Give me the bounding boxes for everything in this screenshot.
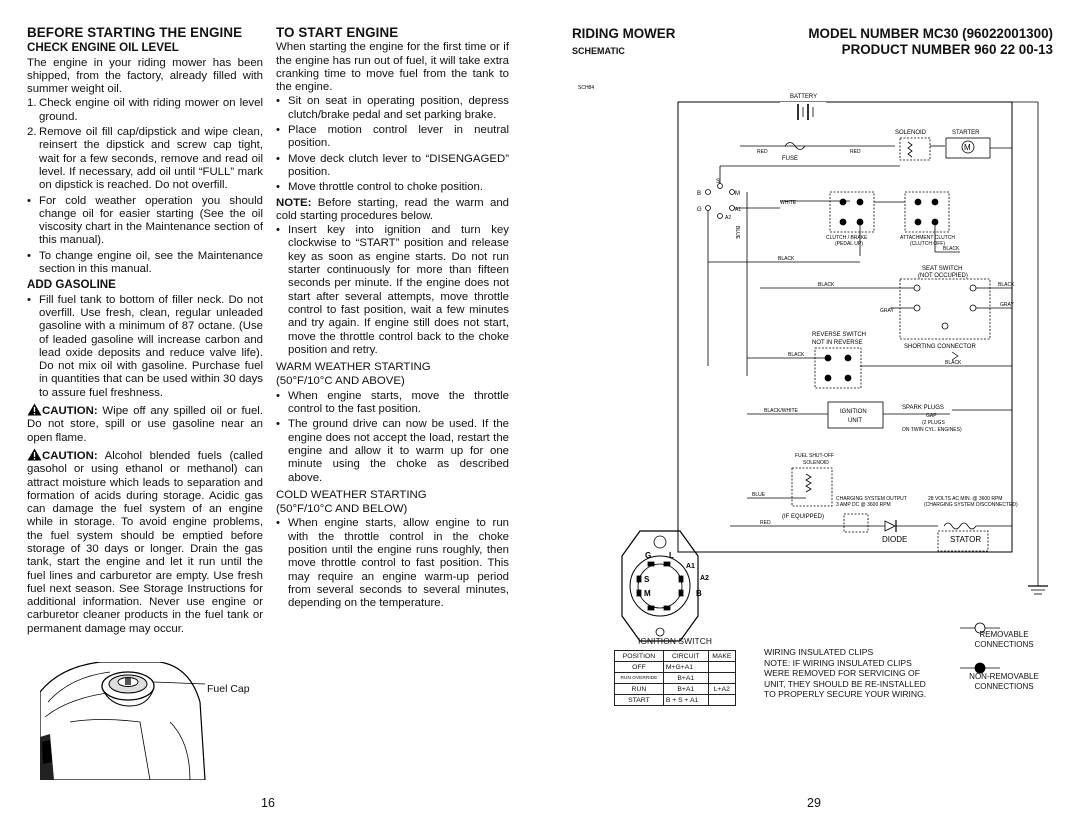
wiring-note xyxy=(764,647,939,700)
diode-label: DIODE xyxy=(882,535,908,544)
wire-white-label: WHITE xyxy=(780,200,797,206)
warning-icon xyxy=(27,448,42,461)
wire-black-label: BLACK xyxy=(943,246,960,252)
to-start-engine-heading: TO START ENGINE xyxy=(276,25,399,40)
clutch-brake-label: CLUTCH / BRAKE xyxy=(826,235,868,241)
table-row: OFF M+G+A1 xyxy=(615,662,736,673)
left-column xyxy=(27,26,263,638)
wire-gray-label: GRAY xyxy=(880,308,894,314)
page-number-right: 29 xyxy=(807,796,821,810)
not-occupied-label: (NOT OCCUPIED) xyxy=(918,273,968,279)
ignition-switch-table xyxy=(614,636,736,706)
wiring-schematic xyxy=(560,76,1060,716)
list-item: • For cold weather operation you should change oil for easier starting (See the oil viscosity chart in the Maintenance section of this manual). xyxy=(27,194,263,247)
key-g-label: G xyxy=(697,207,702,213)
switch-b-label: B xyxy=(696,589,702,598)
caution-spill: CAUTION: Wipe off any spilled oil or fuel. Do not store, spill or use gasoline near an open flame. xyxy=(27,405,263,444)
list-item: • When engine starts, move the throttle control to the fast position. xyxy=(276,389,509,416)
gas-list xyxy=(27,294,263,400)
two-plugs-label: (2 PLUGS xyxy=(922,420,945,426)
before-starting-heading: BEFORE STARTING THE ENGINE xyxy=(27,25,243,40)
pedal-up-label: (PEDAL UP) xyxy=(835,241,863,247)
ignition-unit-label: IGNITION xyxy=(840,409,867,415)
list-item: • Move deck clutch lever to “DISENGAGED” position. xyxy=(276,152,509,178)
attachment-clutch-label: ATTACHMENT CLUTCH xyxy=(900,235,955,241)
wire-red-label: RED xyxy=(757,149,768,155)
page-number-left: 16 xyxy=(261,796,275,810)
list-item: • Fill fuel tank to bottom of filler neck. Do not overfill. Use fresh, clean, regular unleaded gasoline with a minimum of 87 octane. (Use of leaded gasoline will increase carbon and lead oxide deposits and reduce valve life). Do not mix oil with gasoline. Purchase fuel in quantities that can be used within 30 days to assure fuel freshness. xyxy=(27,293,263,399)
caution-alcohol: CAUTION: Alcohol blended fuels (called gasohol or using ethanol or methanol) can attract moisture which leads to separation and formation of acids during storage. Acidic gas can damage the fuel system of an engine while in storage. To avoid engine problems, the fuel system should be emptied before storage of 30 days or longer. Drain the gas tank, start the engine and let it run until the fuel lines and carburetor are empty. Use fresh fuel next season. See Storage Instructions for additional information. Never use engine or carburetor cleaner products in the fuel tank or permanent damage may occur. xyxy=(27,449,263,635)
switch-a1-label: A1 xyxy=(686,563,695,570)
wire-black-white-label: BLACK/WHITE xyxy=(764,408,798,414)
key-a1-label: A1 xyxy=(735,207,742,213)
switch-l-label: L xyxy=(669,551,674,560)
key-s-label: S xyxy=(716,179,721,185)
twin-cyl-label: ON TWIN CYL. ENGINES) xyxy=(902,427,962,433)
wire-gray-label: GRAY xyxy=(1000,302,1014,308)
wire-black-label: BLACK xyxy=(788,352,805,358)
switch-m-label: M xyxy=(644,589,651,598)
start-steps-list xyxy=(276,95,509,194)
reverse-switch xyxy=(815,348,861,388)
wire-blue-label: BLUE xyxy=(752,492,766,498)
wire-blue-label: BLUE xyxy=(734,226,740,240)
list-item: • To change engine oil, see the Maintenance section in this manual. xyxy=(27,249,263,276)
list-item: • Sit on seat in operating position, depress clutch/brake pedal and set parking brake. xyxy=(276,95,509,121)
key-m-label: M xyxy=(735,191,740,197)
start-intro: When starting the engine for the first time or if the engine has run out of fuel, it will take extra cranking time to move fuel from the tank to the engine. xyxy=(276,41,509,94)
model-header xyxy=(808,26,1053,58)
cold-weather-heading: COLD WEATHER STARTING xyxy=(276,488,427,501)
reverse-switch-label: REVERSE SWITCH xyxy=(812,332,867,338)
ignition-unit xyxy=(828,402,883,428)
switch-g-label: G xyxy=(645,551,652,560)
check-oil-heading: CHECK ENGINE OIL LEVEL xyxy=(27,41,179,55)
warm-steps-list xyxy=(276,390,509,485)
table-row: POSITION CIRCUIT MAKE xyxy=(615,651,736,662)
add-gasoline-heading: ADD GASOLINE xyxy=(27,278,116,292)
fuse-label: FUSE xyxy=(782,156,799,162)
spark-plugs-label: SPARK PLUGS xyxy=(902,405,944,411)
gap-label: GAP xyxy=(926,413,937,419)
table-row: RUN OVERRIDE B+A1 xyxy=(615,673,736,684)
volts-ac-label: 28 VOLTS AC MIN. @ 3600 RPM xyxy=(928,496,1003,502)
list-item: • The ground drive can now be used. If the engine does not accept the load, restart the engine and allow it to warm up for one minute using the choke as described above. xyxy=(276,418,509,484)
list-item: • Insert key into ignition and turn key clockwise to “START” position and release key as soon as engine starts. Do not run starter continuously for more than fifteen seconds per minute. If the engine does not start after several attempts, move throttle control to fast position, wait a few minutes and try again. If engine still does not start, move the throttle control back to the choke position and retry. xyxy=(276,224,509,356)
list-item: • Move throttle control to choke position. xyxy=(276,181,484,194)
schematic-subtitle: SCHEMATIC xyxy=(572,46,625,56)
warning-icon xyxy=(27,403,42,416)
cold-weather-temp: (50°F/10°C AND BELOW) xyxy=(276,503,408,516)
wire-black-label: BLACK xyxy=(778,256,795,262)
fuel-shutoff-solenoid xyxy=(792,468,832,506)
list-item: • Place motion control lever in neutral position. xyxy=(276,124,509,150)
ignition-unit-label-2: UNIT xyxy=(848,418,862,424)
amp-dc-label: 3 AMP DC @ 3600 RPM xyxy=(836,502,891,508)
fuel-cap-label: Fuel Cap xyxy=(207,683,250,695)
if-equipped-label: (IF EQUIPPED) xyxy=(782,514,825,520)
shorting-connector-label: SHORTING CONNECTOR xyxy=(904,344,976,350)
cold-steps-list xyxy=(276,517,509,610)
fuel-solenoid-label: SOLENOID xyxy=(803,460,829,466)
stator-label: STATOR xyxy=(950,535,982,544)
wire-black-label: BLACK xyxy=(818,282,835,288)
model-number: MODEL NUMBER MC30 (96022001300) xyxy=(808,26,1053,41)
optional-module xyxy=(844,514,868,532)
key-steps-list xyxy=(276,224,509,357)
schematic-code: SCH84 xyxy=(578,85,595,91)
list-item: 2. Remove oil fill cap/dipstick and wipe clean, reinsert the dipstick and screw cap tight, wait for a few seconds, remove and read oil level. If necessary, add oil until “FULL” mark on dipstick is reached. Do not overfill. xyxy=(27,126,263,192)
product-number: PRODUCT NUMBER 960 22 00-13 xyxy=(841,41,1053,57)
oil-steps-list xyxy=(27,97,263,276)
wiring-note-body: NOTE: IF WIRING INSULATED CLIPS WERE REMOVED FOR SERVICING OF UNIT, THEY SHOULD BE RE-INSTALLED TO PROPERLY SECURE YOUR WIRING. xyxy=(764,657,927,699)
start-note: NOTE: Before starting, read the warm and cold starting procedures below. xyxy=(276,196,509,222)
wire-black-label: BLACK xyxy=(998,282,1015,288)
solenoid-label: SOLENOID xyxy=(895,130,927,136)
solenoid-icon xyxy=(900,138,930,160)
starter-label: STARTER xyxy=(952,130,980,136)
fuel-shutoff-label: FUEL SHUT-OFF xyxy=(795,453,834,459)
table-row: RUN B+A1 L+A2 xyxy=(615,684,736,695)
table-row: START B + S + A1 xyxy=(615,695,736,706)
charging-disconnected-label: (CHARGING SYSTEM DISCONNECTED) xyxy=(924,502,1018,508)
attachment-clutch-switch xyxy=(905,192,949,232)
list-item: 1. Check engine oil with riding mower on level ground. xyxy=(27,97,263,123)
switch-a2-label: A2 xyxy=(700,575,709,582)
clutch-off-label: (CLUTCH OFF) xyxy=(910,241,945,247)
ignition-switch-title: IGNITION SWITCH xyxy=(637,636,713,646)
seat-switch-label: SEAT SWITCH xyxy=(922,266,963,272)
switch-s-label: S xyxy=(644,575,650,584)
fuel-cap-illustration xyxy=(40,662,260,780)
charging-output-label: CHARGING SYSTEM OUTPUT xyxy=(836,496,907,502)
wire-red-label: RED xyxy=(850,149,861,155)
warm-weather-temp: (50°F/10°C AND ABOVE) xyxy=(276,375,405,388)
wiring-note-title: WIRING INSULATED CLIPS xyxy=(764,647,874,657)
wire-red-label: RED xyxy=(760,520,771,526)
wire-black-label: BLACK xyxy=(945,360,962,366)
not-in-reverse-label: NOT IN REVERSE xyxy=(812,340,863,346)
riding-mower-title: RIDING MOWER xyxy=(572,26,676,41)
key-a2-label: A2 xyxy=(725,215,732,221)
battery-label: BATTERY xyxy=(790,94,818,100)
list-item: • When engine starts, allow engine to run with the throttle control in the choke position until the engine runs roughly, then move throttle control to fast position. This may require an engine warm-up period from several seconds to several minutes, depending on the temperature. xyxy=(276,517,509,610)
removable-connections-label: REMOVABLE CONNECTIONS xyxy=(974,630,1034,649)
warm-weather-heading: WARM WEATHER STARTING xyxy=(276,361,431,374)
ignition-switch-face xyxy=(622,531,698,641)
key-switch-terminals xyxy=(706,184,735,219)
clutch-brake-switch xyxy=(830,192,874,232)
oil-intro: The engine in your riding mower has been shipped, from the factory, already filled with summer weight oil. xyxy=(27,56,263,96)
key-b-label: B xyxy=(697,191,702,197)
non-removable-connections-label: NON-REMOVABLE CONNECTIONS xyxy=(969,672,1039,691)
middle-column xyxy=(276,26,509,612)
starter-m-label: M xyxy=(964,143,971,152)
diode-icon xyxy=(885,521,895,531)
